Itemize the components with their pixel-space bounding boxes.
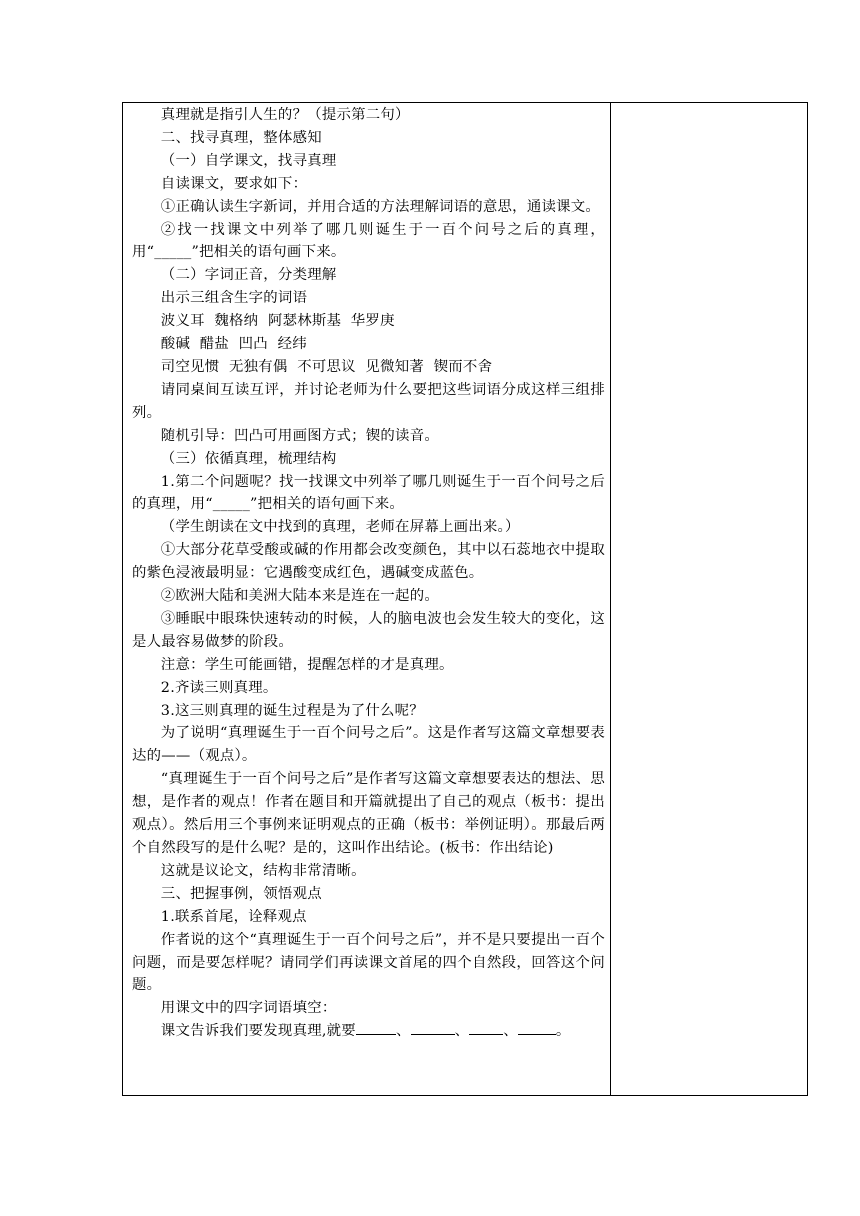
paragraph: 3.这三则真理的诞生过程是为了什么呢？ bbox=[160, 702, 424, 719]
paragraph: “真理诞生于一百个问号之后”是作者写这篇文章想要表达的想法、思想，是作者的观点！作者在题目和开篇就提出了自己的观点（板书：提出观点）。然后用三个事例来证明观点的正确（板书：举例证明）。那最后两个自然段写的是什么呢？是的，这叫作出结论。(板书：作出结论) bbox=[132, 771, 605, 856]
paragraph: 随机引导：凹凸可用画图方式；锲的读音。 bbox=[160, 427, 439, 444]
teaching-process-cell bbox=[123, 103, 611, 1096]
truth-item: ①大部分花草受酸或碱的作用都会改变颜色，其中以石蕊地衣中提取的紫色浸液最明显：它遇酸变成红色，遇碱变成蓝色。 bbox=[132, 542, 605, 582]
separator: 、 bbox=[395, 1023, 411, 1040]
table-row bbox=[123, 103, 808, 1096]
paragraph: 1.联系首尾，诠释观点 bbox=[160, 908, 307, 925]
fill-in-prefix: 课文告诉我们要发现真理,就要 bbox=[160, 1023, 356, 1040]
separator: 、 bbox=[503, 1023, 518, 1040]
word-group-1: 波义耳 魏格纳 阿瑟林斯基 华罗庚 bbox=[160, 313, 395, 330]
answer-blank bbox=[518, 1020, 556, 1035]
paragraph: 这就是议论文，结构非常清晰。 bbox=[160, 862, 366, 879]
fill-in-line bbox=[132, 1020, 605, 1043]
paragraph: 自读课文，要求如下： bbox=[160, 175, 308, 192]
truth-item: ②欧洲大陆和美洲大陆本来是连在一起的。 bbox=[160, 588, 439, 605]
answer-blank bbox=[469, 1020, 503, 1035]
paragraph: （学生朗读在文中找到的真理，老师在屏幕上画出来。） bbox=[160, 519, 520, 536]
notes-cell bbox=[611, 103, 808, 1096]
paragraph: 出示三组含生字的词语 bbox=[160, 290, 308, 307]
paragraph: 2.齐读三则真理。 bbox=[160, 679, 278, 696]
answer-blank bbox=[356, 1020, 396, 1035]
paragraph: 注意：学生可能画错，提醒怎样的才是真理。 bbox=[160, 656, 454, 673]
section-heading: 三、把握事例，领悟观点 bbox=[160, 885, 322, 902]
truth-item: ③睡眠中眼珠快速转动的时候，人的脑电波也会发生较大的变化，这是人最容易做梦的阶段。 bbox=[132, 610, 605, 650]
lesson-text bbox=[123, 103, 610, 1043]
subsection-heading: （一）自学课文，找寻真理 bbox=[160, 152, 337, 169]
subsection-heading: （三）依循真理，梳理结构 bbox=[160, 450, 337, 467]
paragraph: 为了说明“真理诞生于一百个问号之后”。这是作者写这篇文章想要表达的——（观点）。 bbox=[132, 725, 605, 765]
paragraph: 1.第二个问题呢？找一找课文中列举了哪几则诞生于一百个问号之后的真理，用“_____”把相关的语句画下来。 bbox=[132, 473, 605, 513]
section-heading: 二、找寻真理，整体感知 bbox=[160, 129, 322, 146]
sentence-end: 。 bbox=[555, 1023, 571, 1040]
paragraph: 作者说的这个“真理诞生于一百个问号之后”，并不是只要提出一百个问题，而是要怎样呢？请同学们再读课文首尾的四个自然段，回答这个问题。 bbox=[132, 931, 605, 994]
answer-blank bbox=[411, 1020, 455, 1035]
paragraph: 请同桌间互读互评，并讨论老师为什么要把这些词语分成这样三组排列。 bbox=[132, 381, 605, 421]
list-item: ①正确认读生字新词，并用合适的方法理解词语的意思，通读课文。 bbox=[160, 198, 601, 215]
lesson-plan-table bbox=[122, 102, 808, 1096]
word-group-2: 酸碱 醋盐 凹凸 经纬 bbox=[160, 336, 307, 353]
list-item: ②找一找课文中列举了哪几则诞生于一百个问号之后的真理，用“_____”把相关的语句画下来。 bbox=[132, 221, 605, 261]
separator: 、 bbox=[454, 1023, 470, 1040]
paragraph: 用课文中的四字词语填空： bbox=[160, 1000, 337, 1017]
word-group-3: 司空见惯 无独有偶 不可思议 见微知著 锲而不舍 bbox=[160, 358, 493, 375]
subsection-heading: （二）字词正音，分类理解 bbox=[160, 267, 337, 284]
paragraph: 真理就是指引人生的？（提示第二句） bbox=[160, 107, 410, 123]
